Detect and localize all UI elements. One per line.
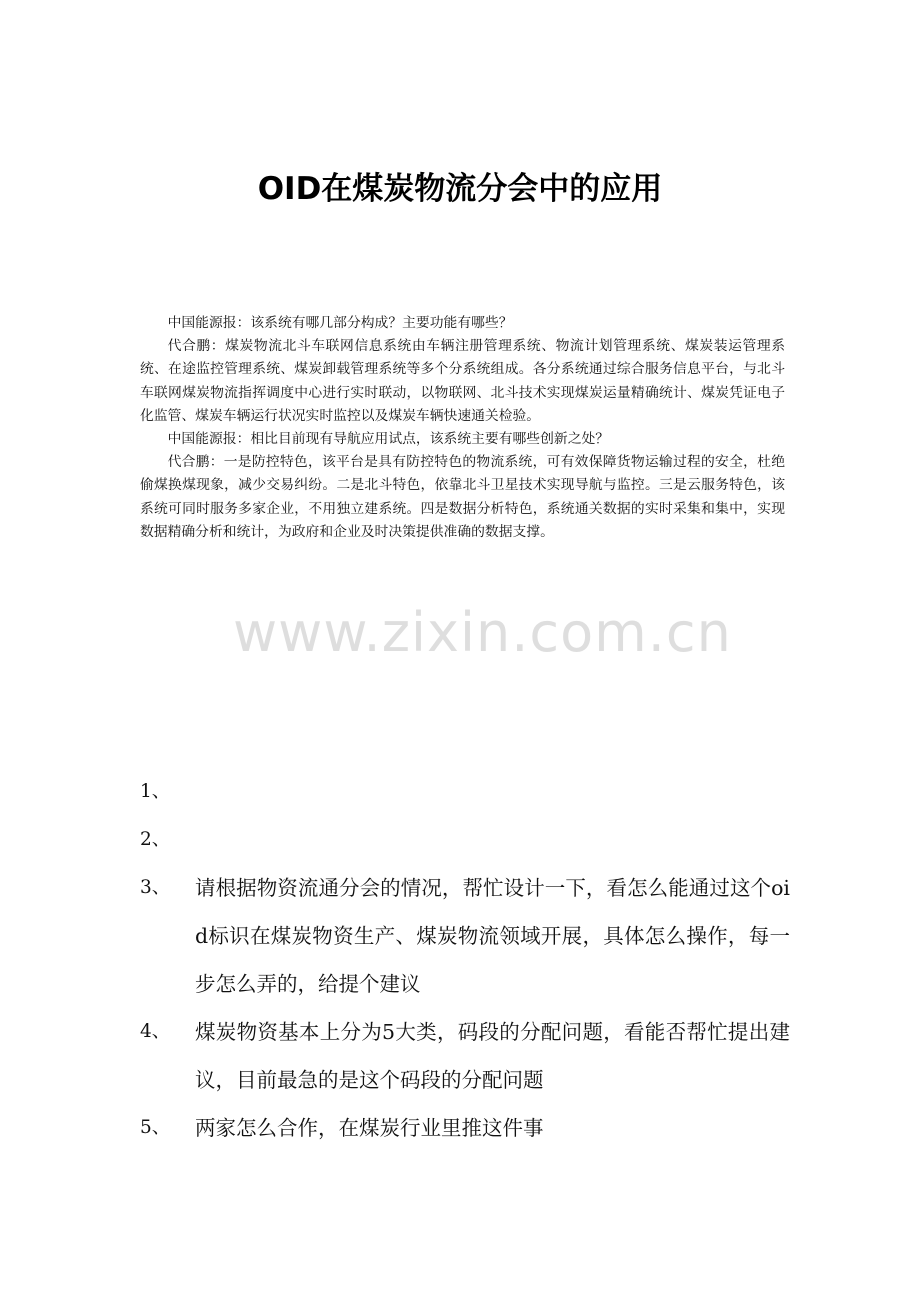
list-item bbox=[140, 816, 790, 864]
list-item-number: 1、 bbox=[140, 781, 171, 802]
list-item-text: 请根据物资流通分会的情况，帮忙设计一下，看怎么能通过这个oid标识在煤炭物资生产、煤炭物流领域开展，具体怎么操作，每一步怎么弄的，给提个建议 bbox=[195, 876, 790, 996]
interview-question-1: 中国能源报：该系统有哪几部分构成？主要功能有哪些？ bbox=[167, 315, 513, 331]
list-item-number: 2、 bbox=[140, 829, 171, 850]
interview-question-2: 中国能源报：相比目前现有导航应用试点，该系统主要有哪些创新之处？ bbox=[167, 431, 610, 448]
watermark: www.zixin.com.cn bbox=[233, 601, 732, 664]
list-item-text: 两家怎么合作，在煤炭行业里推这件事 bbox=[195, 1116, 544, 1140]
list-item-number: 5、 bbox=[140, 1117, 171, 1138]
question-list bbox=[140, 768, 790, 1152]
page-title: OID在煤炭物流分会中的应用 bbox=[257, 170, 663, 207]
list-item-text bbox=[195, 816, 790, 864]
list-item bbox=[140, 1104, 790, 1152]
list-item-number: 3、 bbox=[140, 877, 171, 898]
interview-answer-2: 代合鹏：一是防控特色，该平台是具有防控特色的物流系统，可有效保障货物运输过程的安全，杜绝偷煤换煤现象，减少交易纠纷。二是北斗特色，依靠北斗卫星技术实现导航与监控。三是云服务特色，该系统可同时服务多家企业，不用独立建系统。四是数据分析特色，系统通关数据的实时采集和集中，实现数据精确分析和统计，为政府和企业及时决策提供准确的数据支撑。 bbox=[140, 454, 785, 540]
list-item bbox=[140, 864, 790, 1008]
list-item-number: 4、 bbox=[140, 1021, 171, 1042]
article-body bbox=[140, 312, 785, 544]
interview-answer-1: 代合鹏：煤炭物流北斗车联网信息系统由车辆注册管理系统、物流计划管理系统、煤炭装运管理系统、在途监控管理系统、煤炭卸载管理系统等多个分系统组成。各分系统通过综合服务信息平台，与北斗车联网煤炭物流指挥调度中心进行实时联动，以物联网、北斗技术实现煤炭运量精确统计、煤炭凭证电子化监管、煤炭车辆运行状况实时监控以及煤炭车辆快速通关检验。 bbox=[140, 338, 785, 424]
list-item bbox=[140, 768, 790, 816]
list-item bbox=[140, 1008, 790, 1104]
list-item-text bbox=[195, 768, 790, 816]
list-item-text: 煤炭物资基本上分为5大类，码段的分配问题，看能否帮忙提出建议，目前最急的是这个码段的分配问题 bbox=[195, 1020, 790, 1092]
